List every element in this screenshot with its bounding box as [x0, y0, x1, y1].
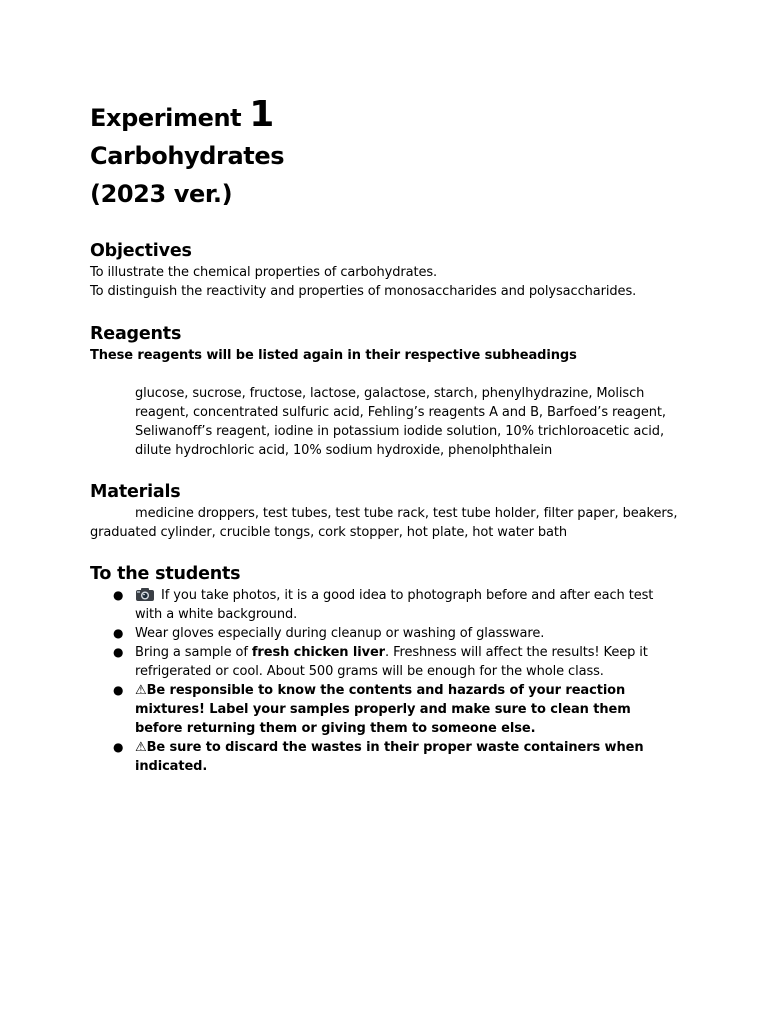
- item-3-pre: Bring a sample of: [135, 645, 252, 660]
- reagents-note: These reagents will be listed again in their respective subheadings: [90, 348, 577, 363]
- materials-heading: Materials: [90, 482, 181, 502]
- list-item: [90, 586, 680, 624]
- students-heading: To the students: [90, 564, 241, 584]
- reagents-heading: Reagents: [90, 324, 182, 344]
- item-3-bold: fresh chicken liver: [251, 645, 385, 660]
- bullet-icon: ●: [113, 626, 124, 640]
- item-2-text: Wear gloves especially during cleanup or washing of glassware.: [135, 626, 545, 641]
- document-page: [90, 96, 680, 776]
- students-list: [90, 586, 680, 776]
- bullet-icon: ●: [113, 645, 124, 659]
- objective-line-1: To illustrate the chemical properties of carbohydrates.: [90, 265, 438, 280]
- bullet-icon: ●: [113, 740, 124, 754]
- experiment-number: 1: [249, 94, 274, 135]
- bullet-icon: ●: [113, 588, 124, 602]
- materials-text: medicine droppers, test tubes, test tube rack, test tube holder, filter paper, beakers, graduated cylinder, crucible tongs, cork stopper, hot plate, hot water bath: [90, 506, 678, 540]
- list-item: [90, 738, 680, 776]
- warning-icon: ⚠: [135, 740, 147, 755]
- warning-icon: ⚠: [135, 683, 147, 698]
- item-4-text: Be responsible to know the contents and hazards of your reaction mixtures! Label your samples properly and make sure to clean them before returning them or giving them to someone else.: [135, 683, 631, 736]
- list-item: [90, 681, 680, 738]
- title-line-2: Carbohydrates: [90, 142, 285, 170]
- reagents-list: glucose, sucrose, fructose, lactose, galactose, starch, phenylhydrazine, Molisch reagent, concentrated sulfuric acid, Fehling’s reagents A and B, Barfoed’s reagent, Seliwanoff’s reagent, iodine in potassium iodide solution, 10% trichloroacetic acid, dilute hydrochloric acid, 10% sodium hydroxide, phenolphthalein: [135, 386, 666, 458]
- list-item: [90, 643, 680, 681]
- title-line-3: (2023 ver.): [90, 180, 233, 208]
- title-line-1: [90, 96, 680, 137]
- objective-line-2: To distinguish the reactivity and properties of monosaccharides and polysaccharides.: [90, 284, 637, 299]
- item-3-post: . Freshness will affect the results! Keep it refrigerated or cool. About 500 grams will be enough for the whole class.: [135, 645, 648, 679]
- objectives-heading: Objectives: [90, 241, 192, 261]
- camera-icon: [135, 586, 155, 602]
- title-prefix: Experiment: [90, 104, 242, 132]
- item-1-text: If you take photos, it is a good idea to photograph before and after each test with a white background.: [135, 588, 654, 622]
- bullet-icon: ●: [113, 683, 124, 697]
- item-5-text: Be sure to discard the wastes in their proper waste containers when indicated.: [135, 740, 644, 774]
- list-item: [90, 624, 680, 643]
